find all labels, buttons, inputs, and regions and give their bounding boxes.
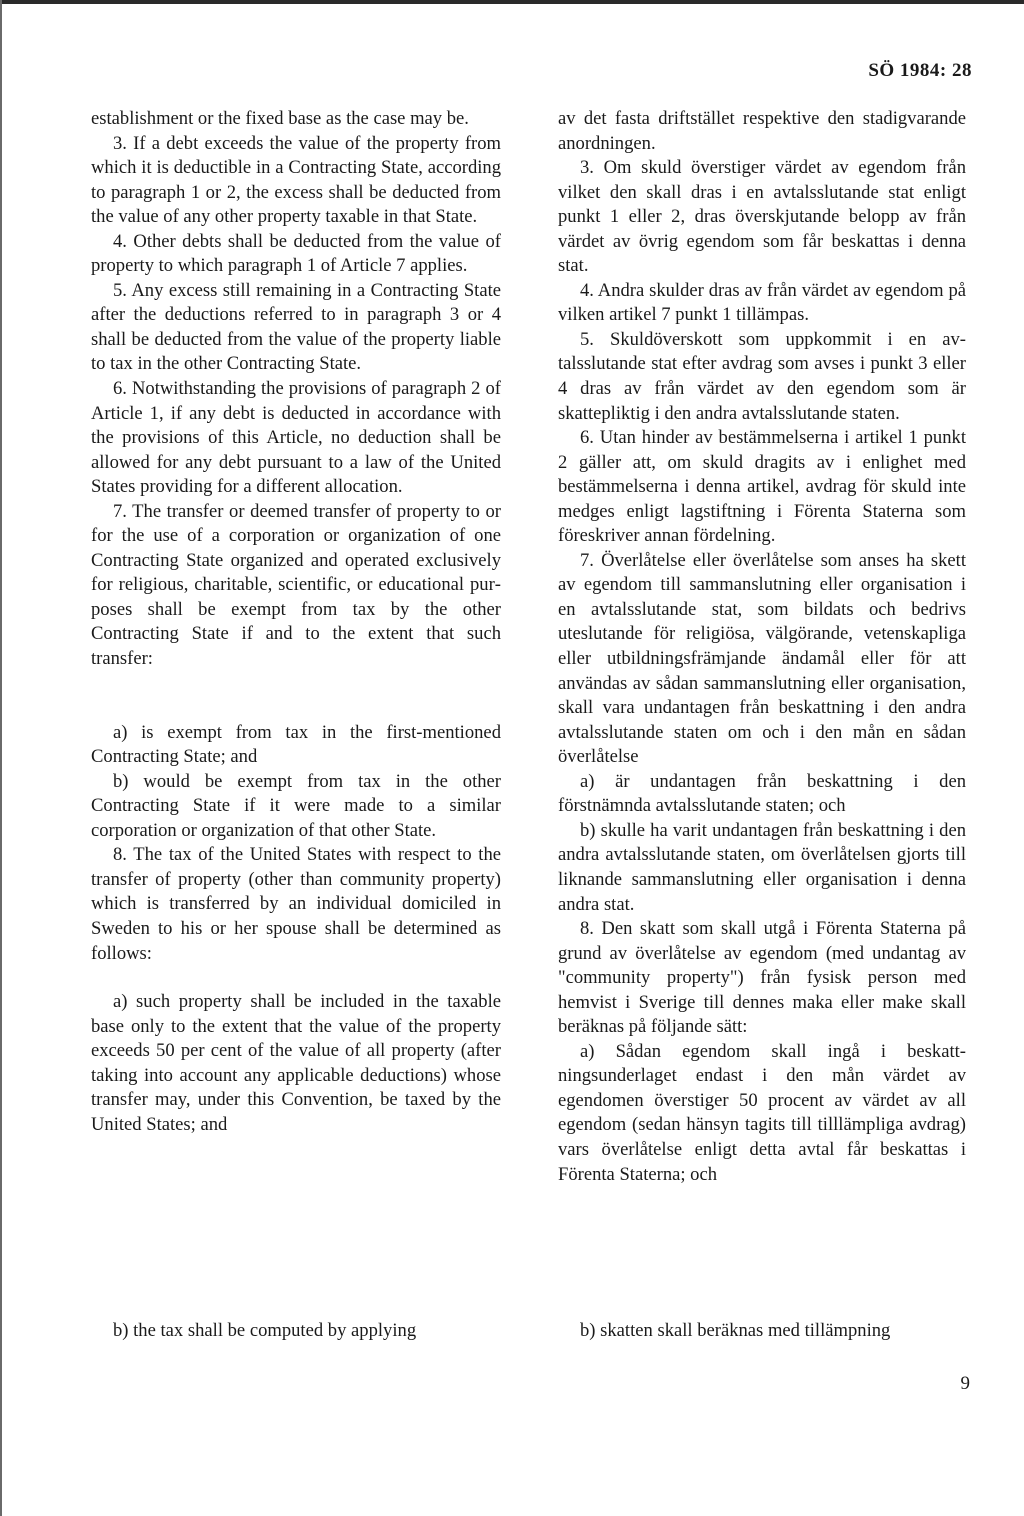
en-paragraph-4: 4. Other debts shall be deducted from the value of property to which paragraph 1 of Article 7 applies. <box>91 230 501 277</box>
swedish-column <box>558 107 966 1187</box>
sv-paragraph-4: 4. Andra skulder dras av från värdet av egendom på vilken artikel 7 punkt 1 tillämpas. <box>558 279 966 326</box>
sv-paragraph-7: 7. Överlåtelse eller överlåtelse som anses ha skett av egendom till sammanslutning eller organisation i en avtalsslutande stat, som bildats och bedrivs uteslutande för religiösa, välgörande, vetenskapliga eller utbildningsfrämjande ändamål eller för att användas av sådan sammanslutning eller organisation, skall vara undantagen från beskattning i den andra avtalsslutande staten om och i den mån en sådan överlåtelse <box>558 549 966 768</box>
english-column <box>91 107 501 1137</box>
en-item-7b: b) would be exempt from tax in the other Contracting State if it were made to a similar corporation or organization of that other State. <box>91 770 501 841</box>
en-paragraph-6: 6. Notwithstanding the provisions of paragraph 2 of Article 1, if any debt is deducted in accordance with the provisions of this Article, no deduction shall be allowed for any debt pursuant to a law of the United States providing for a different allocation. <box>91 378 501 498</box>
en-item-7a: a) is exempt from tax in the first-mentioned Contracting State; and <box>91 721 501 768</box>
document-reference: SÖ 1984: 28 <box>868 60 972 81</box>
en-paragraph-3: 3. If a debt exceeds the value of the property from which it is deductible in a Contracting State, according to paragraph 1 or 2, the excess shall be deducted from the value of any other property taxable in that State. <box>91 132 501 228</box>
sv-paragraph-5: 5. Skuldöverskott som uppkommit i en avtalsslutande stat efter avdrag som avses i punkt 3 eller 4 dras av från värdet av den egendom som är skattepliktig i den andra avtalsslutande staten. <box>558 328 966 424</box>
sv-paragraph-continuation: av det fasta driftstället respektive den stadigvarande anordningen. <box>558 108 966 154</box>
en-paragraph-continuation: establishment or the fixed base as the case may be. <box>91 108 469 129</box>
page-number: 9 <box>960 1373 970 1394</box>
scan-edge-top <box>0 0 1024 4</box>
en-spacer <box>91 672 501 721</box>
sv-item-8b: b) skatten skall beräknas med tillämpning <box>580 1320 891 1341</box>
en-paragraph-8: 8. The tax of the United States with respect to the transfer of property (other than community property) which is transferred by an individual domiciled in Sweden to his or her spouse shall be determined as follows: <box>91 844 501 964</box>
sv-item-7a: a) är undantagen från beskattning i den förstnämnda avtalsslutande staten; och <box>558 770 966 817</box>
scan-edge-left <box>0 0 2 1516</box>
sv-paragraph-6: 6. Utan hinder av bestämmelserna i artikel 1 punkt 2 gäller att, om skuld dragits av i enlighet med bestämmelserna i denna artikel, avdrag för skuld inte medges enligt lagstiftning i Förenta Staterna som föreskriver annan fördelning. <box>558 427 966 547</box>
en-paragraph-5: 5. Any excess still remaining in a Contracting State after the deductions referred to in paragraph 3 or 4 shall be deducted from the value of the property liable to tax in the other Contracting State. <box>91 279 501 375</box>
sv-paragraph-8: 8. Den skatt som skall utgå i Förenta Staterna på grund av överlåtelse av egendom (med undantag av "community property") från fysisk person med hemvist i Sverige till dennes maka eller make skall beräknas på följande sätt: <box>558 918 966 1038</box>
en-spacer <box>91 966 501 990</box>
sv-paragraph-3: 3. Om skuld överstiger värdet av egendom från vilket den skall dras i en avtalsslutande stat enligt punkt 1 eller 2, dras överskjutande belopp av från värdet av övrig egendom som får beskattas i denna stat. <box>558 157 966 277</box>
en-item-8a: a) such property shall be included in the taxable base only to the extent that the value of the property exceeds 50 per cent of the value of all property (after taking into account any applicable deductions) whose transfer may, under this Convention, be taxed by the United States; and <box>91 991 501 1135</box>
sv-item-8a: a) Sådan egendom skall ingå i beskattningsunderlaget endast i den mån värdet av egendomen överstiger 50 procent av värdet av all egendom (sedan hänsyn tagits till tilllämpliga avdrag) vars överlåtelse enligt detta avtal får beskattas i Förenta Staterna; och <box>558 1040 966 1185</box>
en-item-8b: b) the tax shall be computed by applying <box>113 1320 417 1341</box>
sv-item-7b: b) skulle ha varit undantagen från beskattning i den andra avtalsslutande staten, om överlåtelsen gjorts till liknande sammanslutning eller organisation i denna andra stat. <box>558 819 966 915</box>
en-paragraph-7: 7. The transfer or deemed transfer of property to or for the use of a corporation or organization of one Contracting State organized and operated exclusively for religious, charitable, scientific, or educational purposes shall be exempt from tax by the other Contracting State if and to the extent that such transfer: <box>91 500 501 670</box>
